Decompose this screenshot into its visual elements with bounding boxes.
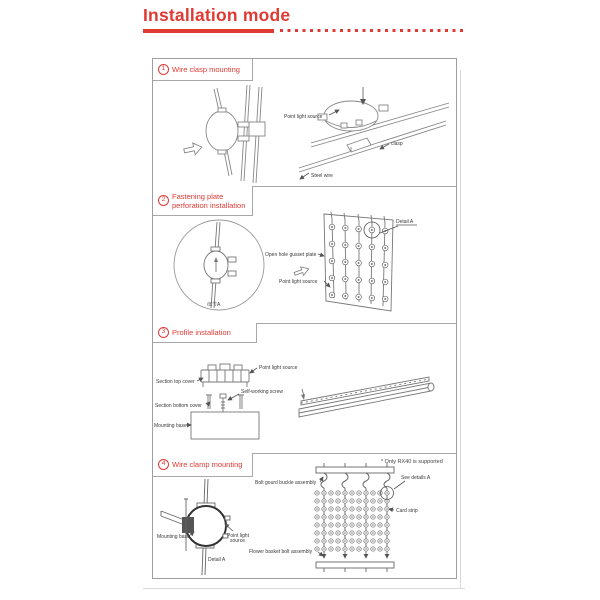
section1-title: Wire clasp mounting: [172, 65, 240, 74]
page-edge-shadow-bottom: [143, 588, 465, 589]
label-section-bottom-cover: Section bottom cover: [155, 403, 202, 409]
detail-device-drawing: [204, 222, 236, 308]
section-profile-installation: [153, 323, 456, 454]
label-detail-a: Detail A: [208, 557, 226, 563]
section1-number-badge: 1: [158, 64, 169, 75]
label-mounting-base: Mounting base: [154, 423, 187, 429]
label-point-light-source: Point light source: [259, 365, 298, 371]
direction-arrow-icon: [293, 265, 310, 279]
section4-title: Wire clamp mounting: [172, 460, 243, 469]
label-card-strip: Card strip: [396, 508, 418, 514]
label-see-details-a: See details A: [401, 475, 431, 481]
label-self-working-screw: Self-working screw: [241, 389, 283, 395]
profile-rail-drawing: [299, 377, 434, 417]
label-detail-a-zh: 细节A: [207, 302, 221, 308]
title-dashed-rule: [280, 28, 466, 33]
label-clasp: clasp: [391, 141, 403, 147]
label-point-light-line2: source: [230, 538, 246, 544]
section3-title: Profile installation: [172, 328, 231, 337]
page-title: Installation mode: [143, 5, 291, 25]
title-underline-bar: [143, 29, 274, 33]
section1-header: [153, 59, 253, 81]
label-steel-wire: Steel wire: [311, 173, 333, 179]
section-wire-clasp-mounting: [153, 59, 456, 187]
label-mounting-base: Mounting base: [157, 534, 190, 540]
label-section-top-cover: Section top cover: [156, 379, 195, 385]
label-point-light-line1: Point light: [227, 533, 249, 539]
note-only-rx40: * Only RX40 is supported: [381, 459, 443, 465]
section4-number-badge: 4: [158, 459, 169, 470]
profile-parts-drawing: [191, 364, 259, 439]
section2-title-line2: perforation installation: [172, 200, 246, 210]
point-light-on-wires-drawing: [183, 85, 449, 183]
label-flower-basket-bolt-assembly: Flower basket bolt assembly: [249, 549, 313, 555]
content-frame: [152, 58, 457, 579]
curtain-light-grid: [315, 491, 389, 551]
section2-number-badge: 2: [158, 195, 169, 206]
section3-number-badge: 3: [158, 327, 169, 338]
section2-title-line1: Fastening plate: [172, 191, 224, 201]
section3-header: [153, 323, 257, 343]
section2-header: [153, 186, 253, 216]
section-wire-clamp-mounting: [153, 453, 456, 578]
label-bolt-gourd-buckle-assembly: Bolt gourd buckle assembly: [255, 480, 317, 486]
section-fastening-plate: [153, 186, 456, 324]
label-point-light-source: Point light source: [284, 114, 323, 120]
label-point-light-source: Point light source: [279, 279, 318, 285]
label-open-hole-gusset-plate: Open hole gusset plate: [265, 252, 317, 258]
page-edge-shadow-right: [460, 70, 461, 589]
label-detail-a: Detail A: [396, 219, 414, 225]
section4-header: [153, 453, 253, 477]
